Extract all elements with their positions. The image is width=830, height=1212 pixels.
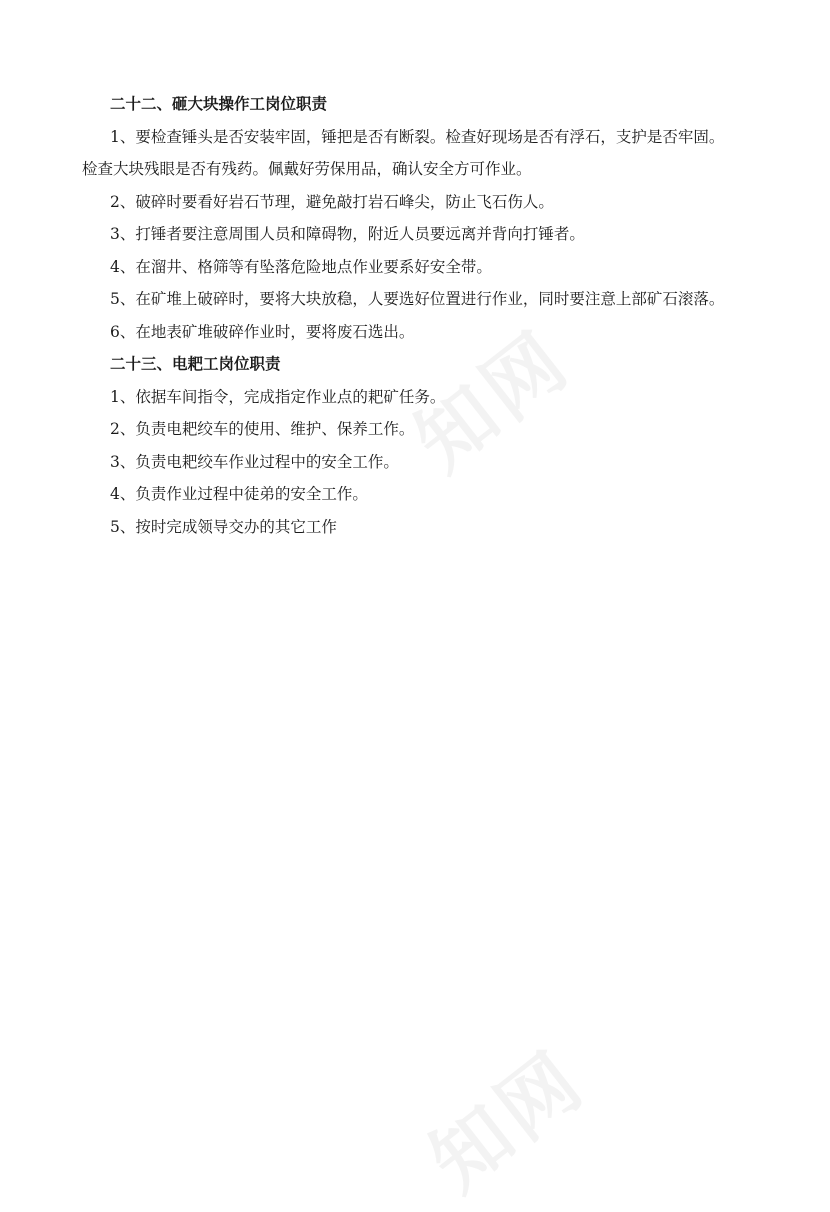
section-22-item-5: 5、在矿堆上破碎时，要将大块放稳，人要选好位置进行作业，同时要注意上部矿石滚落。 (110, 290, 725, 308)
section-23-item-4: 4、负责作业过程中徒弟的安全工作。 (110, 485, 368, 503)
section-23-item-3: 3、负责电耙绞车作业过程中的安全工作。 (110, 452, 399, 471)
watermark-text: 知网 (414, 1034, 603, 1209)
section-title-22: 二十二、砸大块操作工岗位职责 (110, 94, 328, 113)
section-23-item-5: 5、按时完成领导交办的其它工作 (110, 517, 337, 536)
document-body (82, 88, 732, 543)
section-23-item-2: 2、负责电耙绞车的使用、维护、保养工作。 (110, 420, 415, 438)
section-22-item-1: 1、要检查锤头是否安装牢固，锤把是否有断裂。检查好现场是否有浮石，支护是否牢固。检查大块残眼是否有残药。佩戴好劳保用品，确认安全方可作业。 (82, 127, 725, 178)
section-22-item-3: 3、打锤者要注意周围人员和障碍物，附近人员要远离并背向打锤者。 (110, 225, 585, 243)
section-22-item-4: 4、在溜井、格筛等有坠落危险地点作业要系好安全带。 (110, 257, 492, 276)
watermark-text: 知网 (399, 314, 588, 489)
section-23-item-1: 1、依据车间指令，完成指定作业点的耙矿任务。 (110, 387, 446, 406)
section-22-item-2: 2、破碎时要看好岩石节理，避免敲打岩石峰尖，防止飞石伤人。 (110, 192, 554, 211)
section-22-item-6: 6、在地表矿堆破碎作业时，要将废石选出。 (110, 322, 415, 341)
section-title-23: 二十三、电耙工岗位职责 (110, 354, 281, 373)
